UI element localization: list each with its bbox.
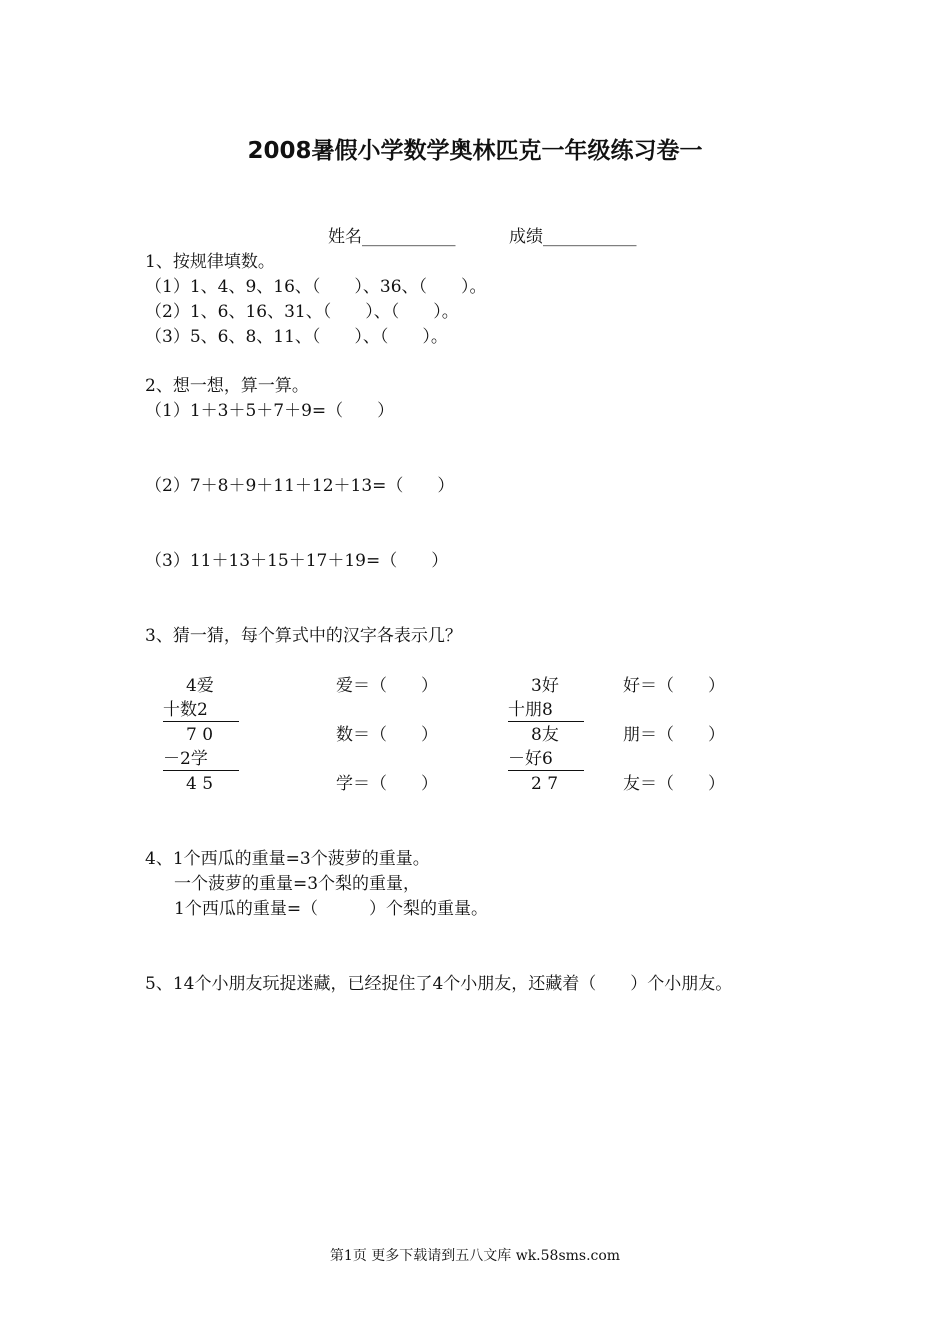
q3-left-line-5: 4 5 [186,774,214,794]
q3-answer-ai: 爱＝（ ） [336,676,438,696]
q3-right-line-2: 十朋8 [508,699,584,722]
q3-right-line-3: 8友 [531,725,559,745]
q3-answer-peng: 朋＝（ ） [623,725,725,745]
q1-item-2: （2）1、6、16、31、（ ）、（ ）。 [145,302,459,322]
q3-left-line-4: －2学 [163,748,239,771]
q3-answer-hao: 好＝（ ） [623,676,725,696]
q1-item-3: （3）5、6、8、11、（ ）、（ ）。 [145,327,448,347]
q3-left-line-3: 7 0 [186,725,214,745]
page-title: 2008暑假小学数学奥林匹克一年级练习卷一 [247,138,703,164]
q3-right-line-5: 2 7 [531,774,559,794]
q3-answer-you: 友＝（ ） [623,774,725,794]
q1-item-1: （1）1、4、9、16、（ ）、36、（ ）。 [145,277,487,297]
q2-item-1: （1）1＋3＋5＋7＋9=（ ） [145,401,395,421]
q2-item-3: （3）11＋13＋15＋17＋19=（ ） [145,551,449,571]
name-field-label: 姓名___________ [328,227,456,247]
q3-left-line-1: 4爱 [186,676,214,696]
q3-answer-shu: 数＝（ ） [336,725,438,745]
q2-heading: 2、想一想，算一算。 [145,376,309,396]
q4-line-3: 1个西瓜的重量=（ ）个梨的重量。 [174,899,489,919]
q3-heading: 3、猜一猜，每个算式中的汉字各表示几？ [145,626,462,646]
page-footer: 第1页 更多下载请到五八文库 wk.58sms.com [329,1248,621,1264]
q4-line-1: 4、1个西瓜的重量=3个菠萝的重量。 [145,849,430,869]
q3-answer-xue: 学＝（ ） [336,774,438,794]
q4-line-2: 一个菠萝的重量=3个梨的重量， [174,874,421,894]
q3-right-line-1: 3好 [531,676,559,696]
score-field-label: 成绩___________ [509,227,637,247]
q3-left-line-2: 十数2 [163,699,239,722]
question-5: 5、14个小朋友玩捉迷藏，已经捉住了4个小朋友，还藏着（ ）个小朋友。 [145,974,733,994]
q2-item-2: （2）7＋8＋9＋11＋12＋13=（ ） [145,476,455,496]
q3-right-line-4: －好6 [508,748,584,771]
q1-heading: 1、按规律填数。 [145,252,275,272]
